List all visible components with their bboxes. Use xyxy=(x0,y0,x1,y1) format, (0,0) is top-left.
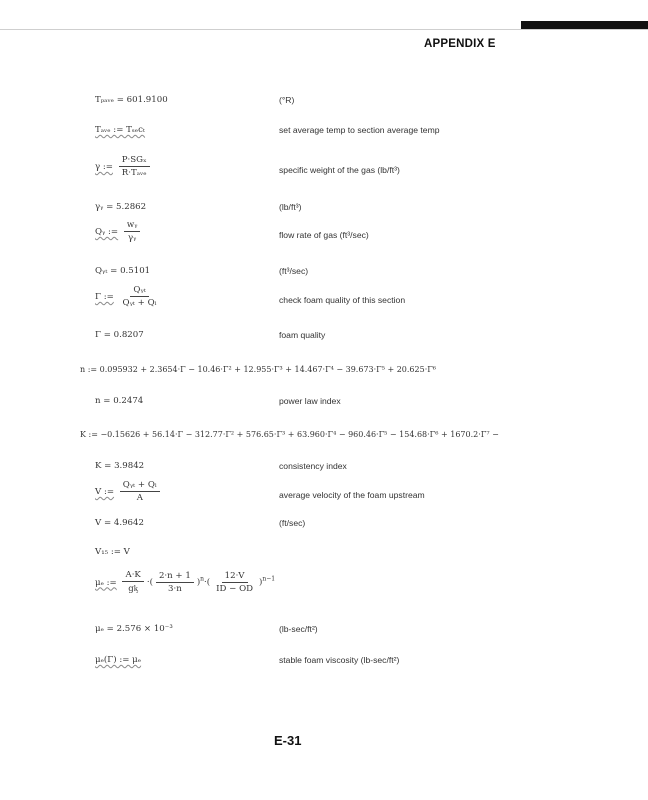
comment-consistency-index: consistency index xyxy=(279,461,347,471)
fraction xyxy=(120,285,160,308)
eq-tave-assign xyxy=(95,125,145,135)
numerator: Qᵧₜ xyxy=(130,285,148,297)
page-number: E-31 xyxy=(274,733,302,748)
fraction xyxy=(122,570,143,594)
comment-rankine: (°R) xyxy=(279,95,295,105)
exponent: n xyxy=(200,575,205,583)
fraction xyxy=(120,480,160,503)
numerator: wᵧ xyxy=(124,220,141,232)
eq-v15: V₁₅ := V xyxy=(95,547,130,557)
eq-n-polynomial: n := 0.095932 + 2.3654·Γ − 10.46·Γ² + 12.955·Γ³ + 14.467·Γ⁴ − 39.673·Γ⁵ + 20.625·Γ⁶ xyxy=(80,365,437,374)
header-rule xyxy=(0,29,648,30)
denominator: gᶄ xyxy=(128,584,139,594)
comment-check-foam-quality: check foam quality of this section xyxy=(279,295,406,305)
comment-power-law-index: power law index xyxy=(279,396,341,406)
comment-average-velocity: average velocity of the foam upstream xyxy=(279,490,425,500)
denominator: R·Tₐᵥₑ xyxy=(121,168,147,178)
eq-gas-flow xyxy=(95,220,143,243)
comment-ft3-sec: (ft³/sec) xyxy=(279,266,309,276)
numerator: 2·n + 1 xyxy=(156,571,194,583)
comment-lb-ft3: (lb/ft³) xyxy=(279,202,302,212)
eq-mu-assign-text: μₑ(Γ) := μₑ xyxy=(95,655,142,665)
comment-gas-flow: flow rate of gas (ft³/sec) xyxy=(279,230,369,240)
eq-mu-value: μₑ = 2.576 × 10⁻³ xyxy=(95,624,173,634)
fraction xyxy=(124,220,141,243)
eq-lhs: Γ := xyxy=(95,292,114,302)
fraction xyxy=(213,571,256,594)
eq-tave-assign-text: Tₐᵥₑ := Tₛₑcₜ xyxy=(95,125,146,135)
denominator: 3·n xyxy=(168,583,182,594)
comment-foam-quality: foam quality xyxy=(279,330,326,340)
eq-tave-value: Tₚₐᵥₑ = 601.9100 xyxy=(95,95,168,105)
numerator: P·SGₓ xyxy=(119,155,150,167)
eq-effective-viscosity: μₑ := $\frac{A\cdot K}{\text{gᶄ}}$ ·( $\frac{2\cdot n + 1}{3\cdot n}$ )$^n$·( $\frac{12\cdot V}{ID - OD}$ )$^{n-1}$ xyxy=(95,570,276,594)
eq-v-value: V = 4.9642 xyxy=(95,518,144,528)
denominator: A xyxy=(136,493,143,503)
denominator: ID − OD xyxy=(216,583,254,594)
exponent: n−1 xyxy=(262,575,276,583)
eq-k-polynomial: K := −0.15626 + 56.14·Γ − 312.77·Γ² + 576.65·Γ³ + 63.960·Γ⁴ − 960.46·Γ⁵ − 154.68·Γ⁶ + 1670.2·Γ⁷ − xyxy=(80,430,499,439)
comment-specific-weight: specific weight of the gas (lb/ft³) xyxy=(279,165,400,175)
eq-foam-quality xyxy=(95,285,163,308)
eq-qgt-value: Qᵧₜ = 0.5101 xyxy=(95,266,151,276)
comment-set-average-temp: set average temp to section average temp xyxy=(279,125,440,135)
eq-lhs: Qᵧ := xyxy=(95,227,119,237)
eq-lhs: V := xyxy=(95,487,115,497)
denominator: γᵧ xyxy=(127,233,137,243)
comment-lb-sec-ft2: (lb-sec/ft²) xyxy=(279,624,318,634)
numerator: Qᵧₜ + Qₗ xyxy=(120,480,160,492)
fraction xyxy=(119,155,150,178)
eq-n-value: n = 0.2474 xyxy=(95,396,144,406)
appendix-title: APPENDIX E xyxy=(424,38,496,50)
comment-ft-sec: (ft/sec) xyxy=(279,518,306,528)
eq-velocity xyxy=(95,480,163,503)
eq-lhs: μₑ := xyxy=(95,577,117,588)
numerator: 12·V xyxy=(222,571,248,583)
eq-lhs: γ := xyxy=(95,162,113,172)
denominator: Qᵧₜ + Qₗ xyxy=(122,298,157,308)
eq-specific-weight xyxy=(95,155,153,178)
eq-gamma-value: γᵧ = 5.2862 xyxy=(95,202,147,212)
comment-stable-foam-viscosity: stable foam viscosity (lb-sec/ft²) xyxy=(279,655,400,665)
eq-gamma-result: Γ = 0.8207 xyxy=(95,330,144,340)
eq-mu-assign xyxy=(95,655,141,665)
fraction xyxy=(156,571,194,594)
eq-k-value: K = 3.9842 xyxy=(95,461,145,471)
numerator: A·K xyxy=(122,570,143,582)
